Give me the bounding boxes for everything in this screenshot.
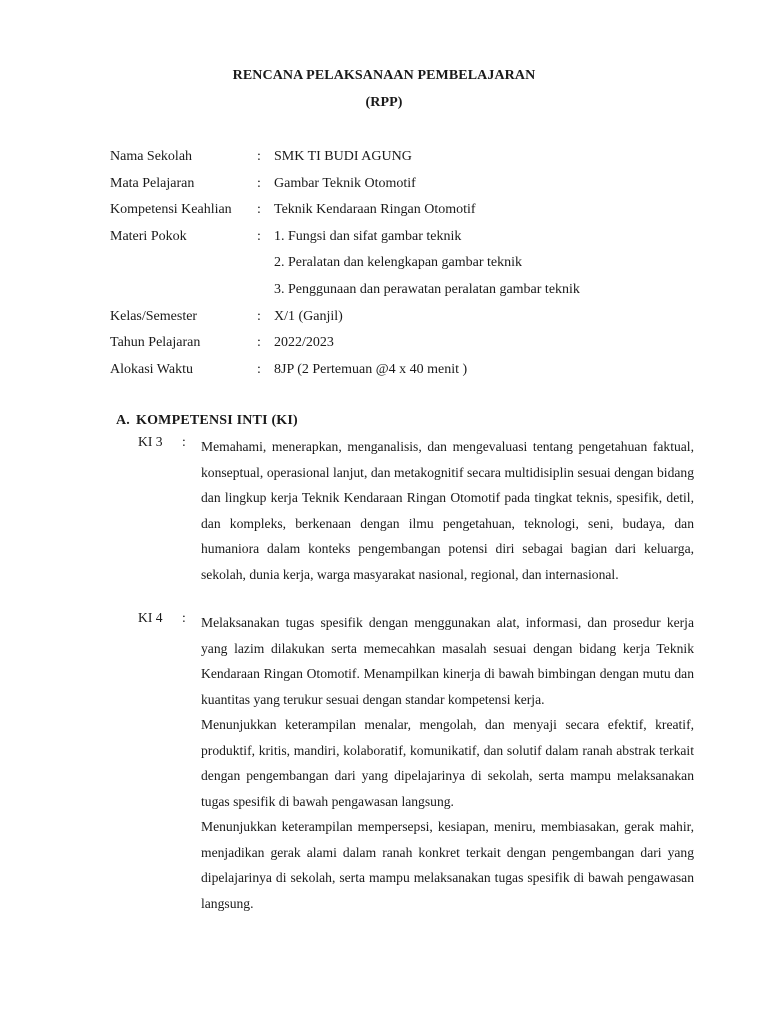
identity-colon: : <box>257 335 261 351</box>
ki-colon: : <box>182 610 186 625</box>
identity-row-topic-3 <box>110 281 710 308</box>
section-heading <box>116 413 298 429</box>
identity-row-topic <box>110 228 710 255</box>
identity-value: SMK TI BUDI AGUNG <box>274 149 412 164</box>
ki-body <box>201 434 694 587</box>
ki-paragraph: Menunjukkan keterampilan menalar, mengolah, dan menyaji secara efektif, kreatif, produktif, kritis, mandiri, kolaboratif, komunikatif, dan solutif dalam ranah abstrak terkait dengan pengembangan dari yang dipelajarinya di sekolah, serta mampu melaksanakan tugas spesifik di bawah pengawasan langsung. <box>201 717 694 809</box>
ki-code: KI 3 <box>138 434 163 449</box>
identity-value: Teknik Kendaraan Ringan Otomotif <box>274 202 476 218</box>
identity-label: Materi Pokok <box>110 228 187 244</box>
identity-table <box>110 148 710 387</box>
identity-value: Gambar Teknik Otomotif <box>274 175 416 191</box>
identity-row-time <box>110 361 710 388</box>
identity-value: 2. Peralatan dan kelengkapan gambar teknik <box>274 255 523 271</box>
identity-row-year <box>110 334 710 361</box>
ki-body <box>201 610 694 916</box>
identity-row-topic-2 <box>110 254 710 281</box>
identity-label: Kelas/Semester <box>110 308 198 324</box>
identity-value: 3. Penggunaan dan perawatan peralatan gambar teknik <box>274 281 580 297</box>
identity-row-school <box>110 148 710 175</box>
ki-code: KI 4 <box>138 610 163 625</box>
identity-value: X/1 (Ganjil) <box>274 308 343 324</box>
identity-row-class <box>110 308 710 335</box>
identity-row-subject <box>110 175 710 202</box>
ki-colon: : <box>182 434 186 449</box>
ki-paragraph: Melaksanakan tugas spesifik dengan menggunakan alat, informasi, dan prosedur kerja yang lazim dilakukan serta memecahkan masalah sesuai dengan bidang kerja Teknik Kendaraan Ringan Otomotif. Menampilkan kinerja di bawah bimbingan dengan mutu dan kuantitas yang terukur sesuai dengan standar kompetensi kerja. <box>201 615 694 707</box>
identity-colon: : <box>257 308 261 324</box>
identity-colon: : <box>257 361 261 377</box>
identity-colon: : <box>257 149 261 164</box>
identity-row-competency <box>110 201 710 228</box>
identity-label: Nama Sekolah <box>110 149 193 164</box>
document-title: RENCANA PELAKSANAAN PEMBELAJARAN <box>232 68 536 83</box>
identity-label: Kompetensi Keahlian <box>110 202 232 218</box>
identity-label: Mata Pelajaran <box>110 175 195 191</box>
identity-colon: : <box>257 228 261 244</box>
identity-value: 2022/2023 <box>274 335 334 351</box>
section-title: KOMPETENSI INTI (KI) <box>136 413 298 428</box>
document-subtitle: (RPP) <box>365 95 403 110</box>
ki-paragraph: Menunjukkan keterampilan mempersepsi, kesiapan, meniru, membiasakan, gerak mahir, menjadikan gerak alami dalam ranah konkret terkait dengan pengembangan dari yang dipelajarinya di sekolah, serta mampu melaksanakan tugas spesifik di bawah pengawasan langsung. <box>201 819 694 911</box>
identity-value: 8JP (2 Pertemuan @4 x 40 menit ) <box>274 361 468 377</box>
identity-colon: : <box>257 175 261 191</box>
ki-paragraph: Memahami, menerapkan, menganalisis, dan mengevaluasi tentang pengetahuan faktual, konseptual, operasional lanjut, dan metakognitif secara multidisiplin sesuai dengan bidang dan lingkup kerja Teknik Kendaraan Ringan Otomotif pada tingkat teknis, spesifik, detil, dan kompleks, berkenaan dengan ilmu pengetahuan, teknologi, seni, budaya, dan humaniora dalam konteks pengembangan potensi diri sebagai bagian dari keluarga, sekolah, dunia kerja, warga masyarakat nasional, regional, dan internasional. <box>201 439 694 582</box>
identity-label: Alokasi Waktu <box>110 361 193 377</box>
section-letter: A. <box>116 413 131 428</box>
identity-label: Tahun Pelajaran <box>110 335 201 351</box>
identity-colon: : <box>257 202 261 218</box>
identity-value: 1. Fungsi dan sifat gambar teknik <box>274 228 462 244</box>
